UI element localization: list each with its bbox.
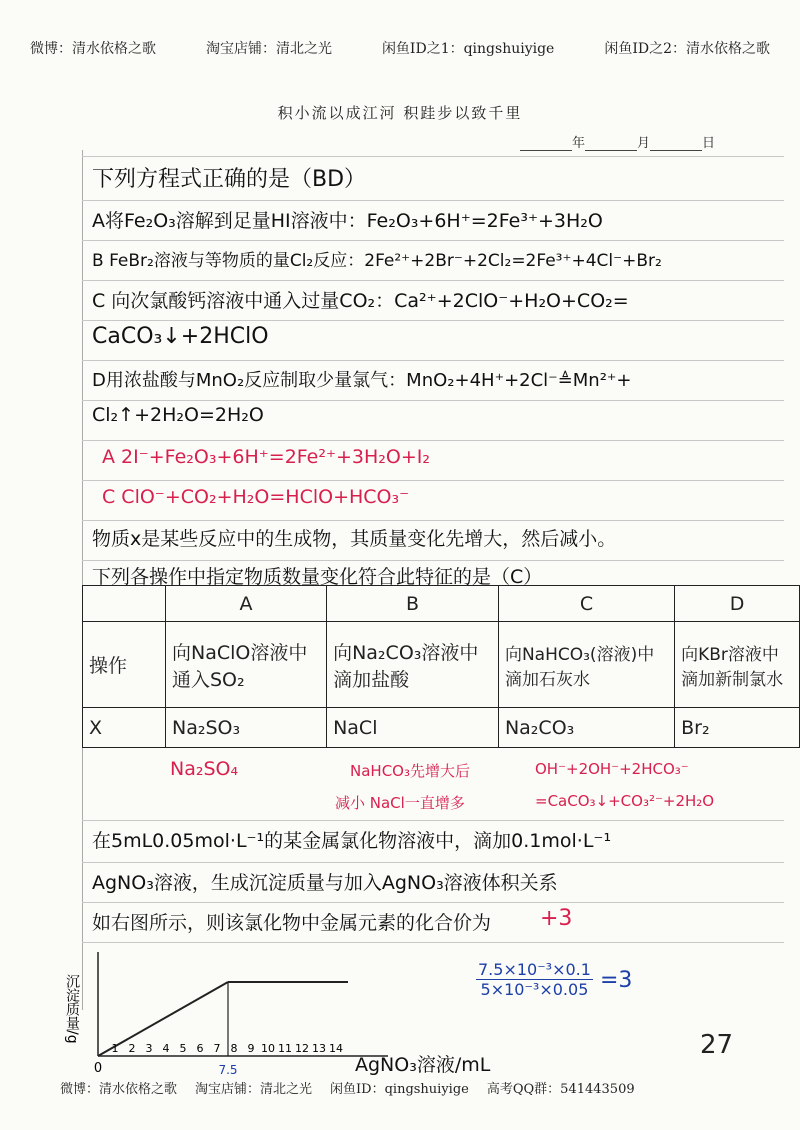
ruled-line — [82, 200, 784, 201]
table-x-c: Na₂CO₃ — [498, 708, 674, 748]
table-op-d: 向KBr溶液中 滴加新制氯水 — [675, 622, 800, 708]
graph-origin: 0 — [93, 1061, 103, 1076]
graph-tick-label: 5 — [179, 1042, 187, 1055]
q1-option-d-line1: D用浓盐酸与MnO₂反应制取少量氯气：MnO₂+4H⁺+2Cl⁻≜Mn²⁺+ — [92, 370, 632, 391]
footer-qq: 高考QQ群：541443509 — [486, 1082, 635, 1097]
date-line: 年 月 日 — [520, 132, 715, 151]
table-header-blank — [83, 586, 166, 622]
ruled-line — [82, 480, 784, 481]
graph-tick-label: 13 — [312, 1042, 326, 1055]
ruled-line — [82, 156, 784, 157]
table-header-b: B — [327, 586, 499, 622]
graph-tick-label: 8 — [230, 1042, 238, 1055]
ruled-line — [82, 902, 784, 903]
q3-answer: +3 — [540, 906, 573, 931]
table-x-label: X — [83, 708, 166, 748]
graph-tick-label: 3 — [145, 1042, 153, 1055]
ruled-line — [82, 280, 784, 281]
page-footer — [60, 1078, 780, 1097]
graph-x-label: AgNO₃溶液/mL — [355, 1054, 491, 1076]
graph-y-label: 沉淀质量/g — [64, 974, 80, 1044]
ruled-line — [82, 520, 784, 521]
ruled-line — [82, 820, 784, 821]
q1-correction-c: C ClO⁻+CO₂+H₂O=HClO+HCO₃⁻ — [102, 486, 410, 508]
table-op-c: 向NaHCO₃(溶液)中 滴加石灰水 — [498, 622, 674, 708]
graph-ticks — [112, 1042, 344, 1055]
graph-tick-label: 12 — [295, 1042, 309, 1055]
q2-note-c1: OH⁻+2OH⁻+2HCO₃⁻ — [535, 760, 689, 778]
ruled-line — [82, 240, 784, 241]
ruled-line — [82, 400, 784, 401]
graph-tick-label: 14 — [329, 1042, 343, 1055]
header-xianyu2: 闲鱼ID之2：清水依格之歌 — [604, 41, 770, 57]
motto: 积小流以成江河 积跬步以致千里 — [277, 104, 523, 122]
header-taobao: 淘宝店铺：清北之光 — [205, 41, 332, 57]
q2-stem-line1: 物质x是某些反应中的生成物，其质量变化先增大，然后减小。 — [92, 528, 617, 550]
page-header — [30, 38, 770, 58]
q1-option-d-line2: Cl₂↑+2H₂O=2H₂O — [92, 404, 264, 426]
table-x-b: NaCl — [327, 708, 499, 748]
graph-tick-label: 2 — [128, 1042, 136, 1055]
q2-stem-line2: 下列各操作中指定物质数量变化符合此特征的是（C） — [92, 566, 543, 588]
q1-option-c-line1: C 向次氯酸钙溶液中通入过量CO₂：Ca²⁺+2ClO⁻+H₂O+CO₂= — [92, 290, 629, 312]
q1-stem: 下列方程式正确的是（BD） — [92, 167, 367, 192]
graph-tick-label: 6 — [196, 1042, 204, 1055]
graph-tick-label: 4 — [162, 1042, 170, 1055]
q2-note-a: Na₂SO₄ — [170, 758, 239, 780]
page-number: 27 — [700, 1030, 734, 1060]
q1-option-a: A将Fe₂O₃溶解到足量HI溶液中：Fe₂O₃+6H⁺=2Fe³⁺+3H₂O — [92, 210, 603, 232]
table-op-a: 向NaClO溶液中 通入SO₂ — [166, 622, 327, 708]
table-x-a: Na₂SO₃ — [166, 708, 327, 748]
ruled-line — [82, 440, 784, 441]
q1-option-b: B FeBr₂溶液与等物质的量Cl₂反应：2Fe²⁺+2Br⁻+2Cl₂=2Fe³⁺+4Cl⁻+Br₂ — [92, 251, 662, 271]
q3-line3: 如右图所示，则该氯化物中金属元素的化合价为 — [92, 912, 492, 934]
margin-line — [82, 150, 83, 1010]
footer-weibo: 微博：清水依格之歌 — [60, 1082, 178, 1097]
graph-tick-label: 10 — [261, 1042, 275, 1055]
table-op-label: 操作 — [83, 622, 166, 708]
graph-tick-label: 9 — [247, 1042, 255, 1055]
ruled-line — [82, 320, 784, 321]
table-header-c: C — [498, 586, 674, 622]
header-xianyu1: 闲鱼ID之1：qingshuiyige — [381, 41, 555, 57]
graph-x-marker: 7.5 — [218, 1063, 238, 1076]
q2-note-b2: 减小 NaCl一直增多 — [335, 794, 465, 812]
graph-tick-label: 1 — [111, 1042, 119, 1055]
table-x-d: Br₂ — [675, 708, 800, 748]
table-header-d: D — [675, 586, 800, 622]
ruled-line — [82, 942, 784, 943]
ruled-line — [82, 360, 784, 361]
q2-note-c2: =CaCO₃↓+CO₃²⁻+2H₂O — [535, 792, 715, 810]
q3-line2: AgNO₃溶液，生成沉淀质量与加入AgNO₃溶液体积关系 — [92, 872, 558, 894]
q3-calculation: 7.5×10⁻³×0.1 5×10⁻³×0.05 — [478, 960, 591, 999]
graph-tick-label: 11 — [278, 1042, 292, 1055]
q1-option-c-line2: CaCO₃↓+2HClO — [92, 324, 269, 349]
q3-calc-result: =3 — [600, 968, 633, 993]
footer-taobao: 淘宝店铺：清北之光 — [195, 1082, 313, 1097]
header-weibo: 微博：清水依格之歌 — [30, 41, 156, 57]
operations-table — [82, 585, 800, 748]
q3-line1: 在5mL0.05mol·L⁻¹的某金属氯化物溶液中，滴加0.1mol·L⁻¹ — [92, 830, 612, 852]
graph-tick-label: 7 — [213, 1042, 221, 1055]
q1-correction-a: A 2I⁻+Fe₂O₃+6H⁺=2Fe²⁺+3H₂O+I₂ — [102, 446, 431, 468]
table-header-a: A — [166, 586, 327, 622]
q2-note-b1: NaHCO₃先增大后 — [350, 762, 470, 780]
ruled-line — [82, 560, 784, 561]
ruled-line — [82, 862, 784, 863]
table-op-b: 向Na₂CO₃溶液中 滴加盐酸 — [327, 622, 499, 708]
footer-xianyu: 闲鱼ID：qingshuiyige — [330, 1082, 469, 1097]
